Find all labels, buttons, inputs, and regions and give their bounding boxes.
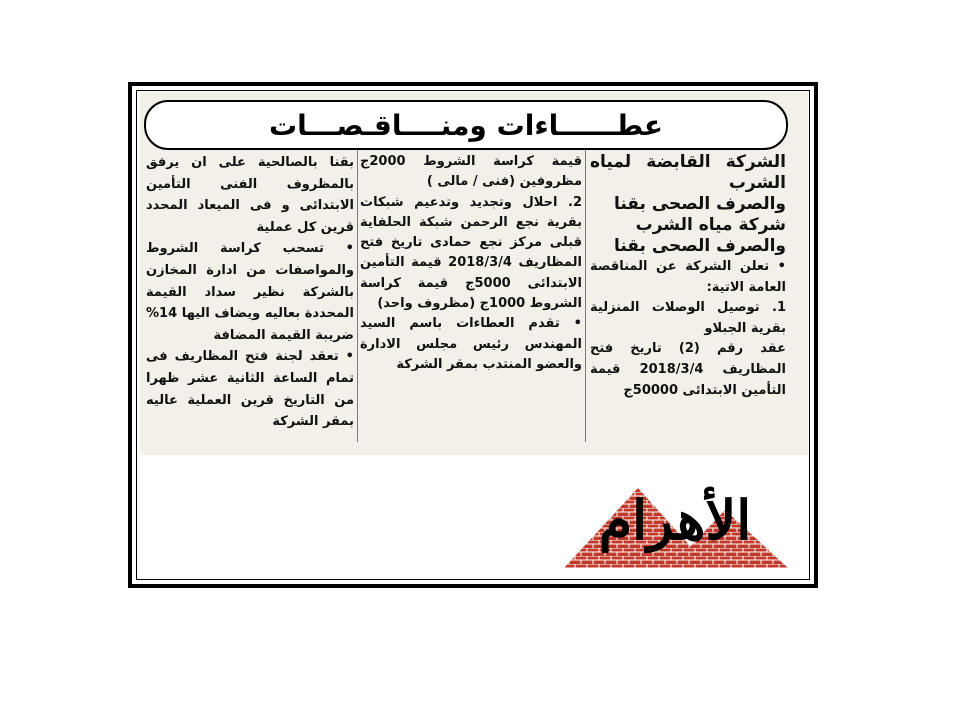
column-divider: [357, 150, 358, 442]
banner-title: عطــــــاءات ومنــــاقـصـــات: [269, 108, 663, 142]
company-name-line: الشركة القابضة لمياه الشرب: [590, 152, 786, 193]
location-paragraph: بقنا بالصالحية على ان يرفق بالمظروف الفنى التأمين الابتدائى و فى الميعاد المحدد قرين كل عملية: [146, 155, 354, 235]
submission-paragraph: • تقدم العطاءات باسم السيد المهندس رئيس مجلس الادارة والعضو المنتدب بمقر الشركة: [360, 316, 582, 372]
announcement-paragraph: • تعلن الشركة عن المناقصة العامة الاتية:: [590, 259, 786, 295]
tender-item-1-details: عقد رقم (2) تاريخ فتح المظاريف 2018/3/4 قيمة التأمين الابتدائى 50000ج: [590, 341, 786, 398]
conditions-price-paragraph: قيمة كراسة الشروط 2000ج مظروفين (فنى / مالى ): [360, 154, 582, 190]
column-middle: [360, 152, 582, 375]
column-left: [146, 152, 354, 433]
company-name-line: والصرف الصحى بقنا: [613, 194, 786, 214]
column-right: [590, 152, 786, 401]
section-banner: [144, 100, 788, 150]
column-divider: [585, 150, 586, 442]
conditions-paragraph: • تسحب كراسة الشروط والمواصفات من ادارة المخازن بالشركة نظير سداد القيمة المحددة بعاليه ويضاف اليها 14% ضريبة القيمة المضافة: [146, 241, 354, 343]
committee-paragraph: • تعقد لجنة فتح المظاريف فى تمام الساعة الثانية عشر ظهرا من التاريخ قرين العملية عاليه بمقر الشركة: [146, 349, 354, 430]
logo-text: الأهرام: [598, 488, 752, 552]
company-name-line: والصرف الصحى بقنا: [613, 236, 786, 256]
tender-item-1: 1. توصيل الوصلات المنزلية بقرية الجبلاو: [590, 300, 786, 336]
tender-item-2: 2. احلال وتجديد وتدعيم شبكات بقرية نجع الرحمن شبكة الحلفاية قبلى مركز نجع حمادى تاريخ فتح المظاريف 2018/3/4 قيمة التأمين الابتدائى 5000ج قيمة كراسة الشروط 1000ج (مظروف واحد): [360, 194, 582, 312]
company-name-line: شركة مياه الشرب: [635, 215, 786, 235]
